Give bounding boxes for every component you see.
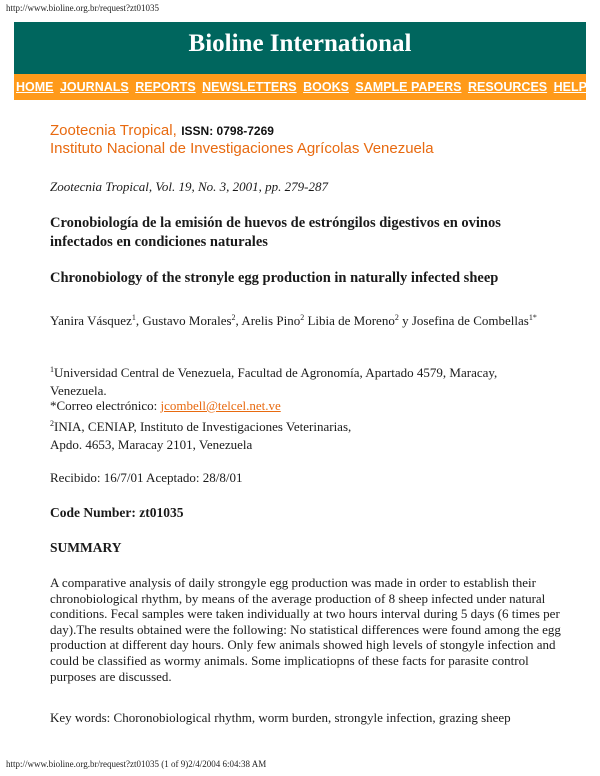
- journal-heading: [50, 122, 274, 140]
- journal-name: Zootecnia Tropical: [50, 122, 173, 139]
- affiliation-address: Apdo. 4653, Maracay 2101, Venezuela: [50, 437, 253, 452]
- author-sup: 2: [300, 313, 305, 322]
- affiliation-sup: 1: [50, 365, 54, 374]
- page-footer: http://www.bioline.org.br/request?zt01035 (1 of 9)2/4/2004 6:04:38 AM: [6, 759, 267, 769]
- code-number: Code Number: zt01035: [50, 505, 184, 520]
- journal-separator: ,: [172, 122, 177, 139]
- received-accepted-dates: Recibido: 16/7/01 Aceptado: 28/8/01: [50, 470, 243, 485]
- author: Gustavo Morales: [142, 313, 232, 328]
- issn: ISSN: 0798-7269: [181, 124, 274, 138]
- author-separator: y: [398, 313, 412, 328]
- site-title[interactable]: Bioline International: [188, 30, 412, 57]
- nav-books[interactable]: BOOKS: [303, 80, 349, 94]
- nav-resources[interactable]: RESOURCES: [467, 80, 548, 94]
- author-sup: 1*: [528, 313, 537, 322]
- summary-text: A comparative analysis of daily strongyle egg production was made in order to establish their chronobiological rhythm, by means of the average production of 8 sheep infected under natural conditions. Fecal samples were taken individually at two hours interval during 5 days (6 times per day).The results obtained were the following: No statistical differences were found among the egg production at different day hours. Only few animals showed high levels of stongyle infection and could be classified as wormy animals. Some implicatiopns of these facts for parasite control purposes are discussed.: [50, 575, 561, 684]
- nav-journals[interactable]: JOURNALS: [59, 80, 129, 94]
- affiliation-2: [50, 415, 550, 454]
- nav-newsletters[interactable]: NEWSLETTERS: [202, 80, 297, 94]
- author-separator: ,: [135, 313, 143, 328]
- email-line: [50, 397, 550, 415]
- author-sup: 2: [231, 313, 236, 322]
- author-separator: ,: [235, 313, 242, 328]
- affiliation-text: INIA, CENIAP, Instituto de Investigaciones Veterinarias,: [54, 419, 352, 434]
- author: Josefina de Combellas: [411, 313, 529, 328]
- affiliation-1: [50, 361, 550, 400]
- nav-home[interactable]: HOME: [16, 80, 54, 94]
- author: Arelis Pino: [241, 313, 301, 328]
- email-link[interactable]: jcombell@telcel.net.ve: [160, 398, 281, 413]
- site-banner: [14, 22, 586, 74]
- author-list: [50, 309, 550, 330]
- institute-name: Instituto Nacional de Investigaciones Agrícolas Venezuela: [50, 140, 434, 157]
- nav-reports[interactable]: REPORTS: [135, 80, 196, 94]
- nav-sample-papers[interactable]: SAMPLE PAPERS: [355, 80, 462, 94]
- citation: Zootecnia Tropical, Vol. 19, No. 3, 2001, pp. 279-287: [50, 179, 328, 194]
- email-label: *Correo electrónico:: [50, 398, 161, 413]
- affiliation-sup: 2: [50, 419, 54, 428]
- page-url: http://www.bioline.org.br/request?zt01035: [6, 3, 159, 13]
- main-nav: [14, 74, 586, 100]
- keywords: Key words: Choronobiological rhythm, worm burden, strongyle infection, grazing sheep: [50, 710, 511, 725]
- summary-heading: SUMMARY: [50, 540, 122, 555]
- nav-help[interactable]: HELP: [553, 80, 587, 94]
- author: Yanira Vásquez: [50, 313, 132, 328]
- author: Libia de Moreno: [307, 313, 395, 328]
- affiliation-text: Universidad Central de Venezuela, Facultad de Agronomía, Apartado 4579, Maracay, Venezuela.: [50, 365, 498, 398]
- article-title-en: Chronobiology of the stronyle egg production in naturally infected sheep: [50, 270, 499, 286]
- article-title-es: Cronobiología de la emisión de huevos de estróngilos digestivos en ovinos infectados en condiciones naturales: [50, 215, 501, 250]
- author-sup: 1: [131, 313, 136, 322]
- author-sup: 2: [394, 313, 399, 322]
